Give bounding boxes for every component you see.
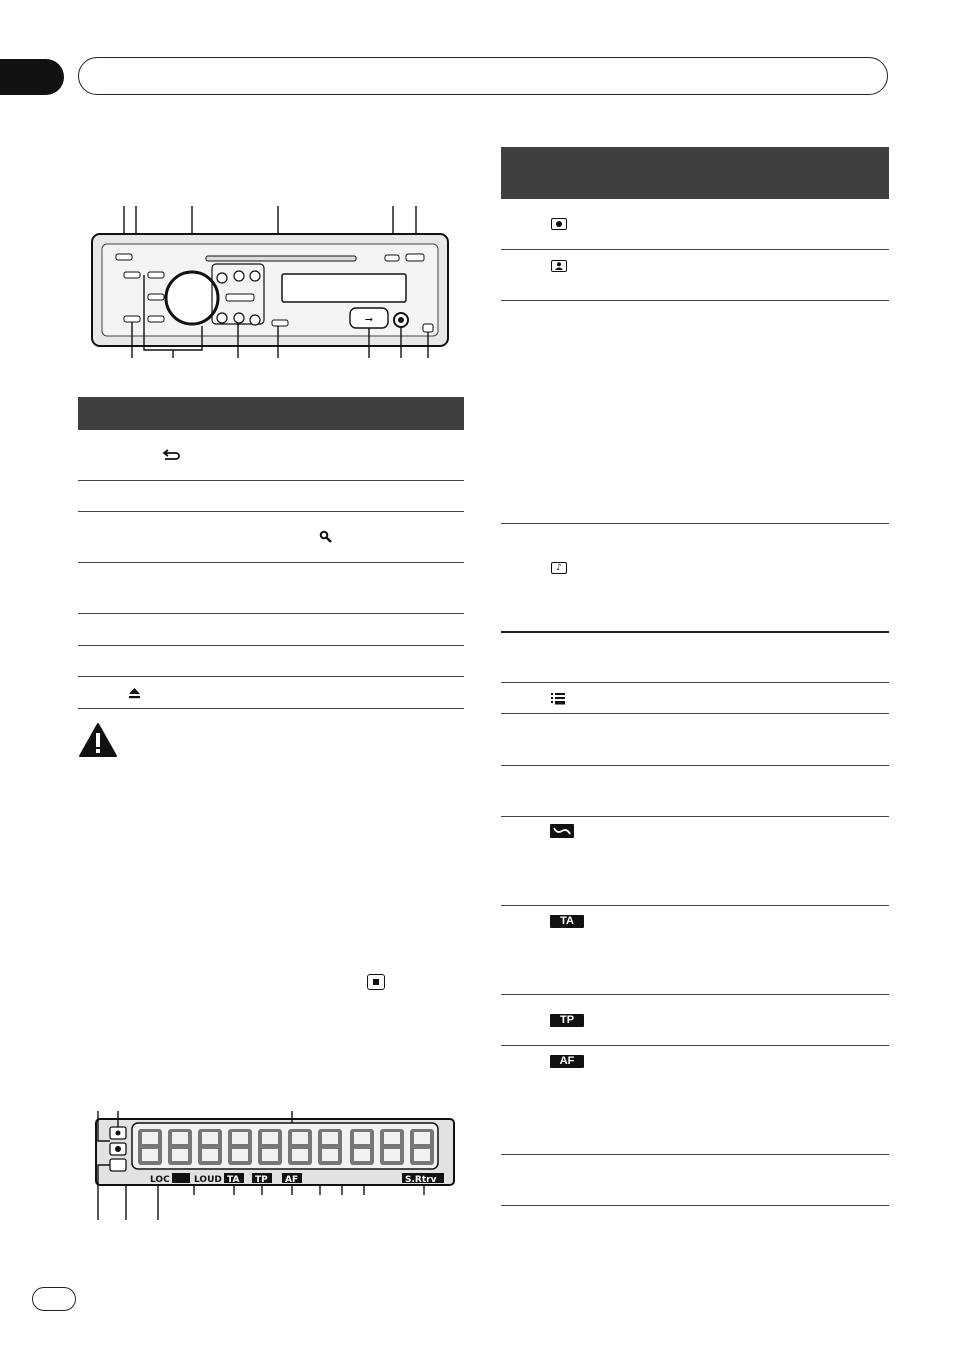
svg-text:AF: AF (285, 1175, 299, 1185)
head-unit-illustration (88, 200, 458, 365)
row-divider (501, 682, 889, 683)
row-divider (78, 511, 464, 512)
right-table-header (501, 147, 889, 199)
row-divider (78, 480, 464, 481)
row-divider (501, 1205, 889, 1206)
table-divider (501, 631, 889, 633)
ta-badge: TA (550, 915, 584, 928)
row-divider (501, 300, 889, 301)
artist-icon (550, 259, 568, 273)
search-icon (318, 529, 334, 545)
svg-text:TP: TP (255, 1175, 268, 1185)
eq-curve-icon (550, 824, 574, 838)
svg-text:LOC: LOC (150, 1175, 170, 1185)
section-title-bar (78, 57, 888, 95)
svg-text:⭢: ⭢ (365, 314, 373, 325)
svg-text:S.Rtrv: S.Rtrv (405, 1175, 437, 1185)
disc-icon (550, 217, 568, 231)
warning-icon (78, 722, 118, 763)
tp-badge: TP (550, 1014, 584, 1027)
stop-icon (367, 974, 385, 990)
svg-text:LOUD: LOUD (194, 1175, 222, 1185)
row-divider (501, 994, 889, 995)
row-divider (501, 1154, 889, 1155)
display-illustration (92, 1105, 462, 1225)
section-tab (0, 59, 64, 95)
list-icon (550, 692, 566, 706)
left-table-header (78, 397, 464, 430)
af-badge: AF (550, 1055, 584, 1068)
row-divider (501, 765, 889, 766)
music-icon: ♪ (550, 561, 568, 575)
svg-text:TA: TA (227, 1175, 240, 1185)
row-divider (78, 645, 464, 646)
row-divider (501, 905, 889, 906)
eject-icon (126, 685, 142, 701)
row-divider (78, 708, 464, 709)
row-divider (501, 1045, 889, 1046)
row-divider (78, 676, 464, 677)
row-divider (501, 816, 889, 817)
page-number-oval (32, 1287, 76, 1311)
row-divider (78, 562, 464, 563)
row-divider (501, 249, 889, 250)
row-divider (501, 523, 889, 524)
back-arrow-icon (160, 446, 184, 464)
row-divider (78, 613, 464, 614)
row-divider (501, 713, 889, 714)
